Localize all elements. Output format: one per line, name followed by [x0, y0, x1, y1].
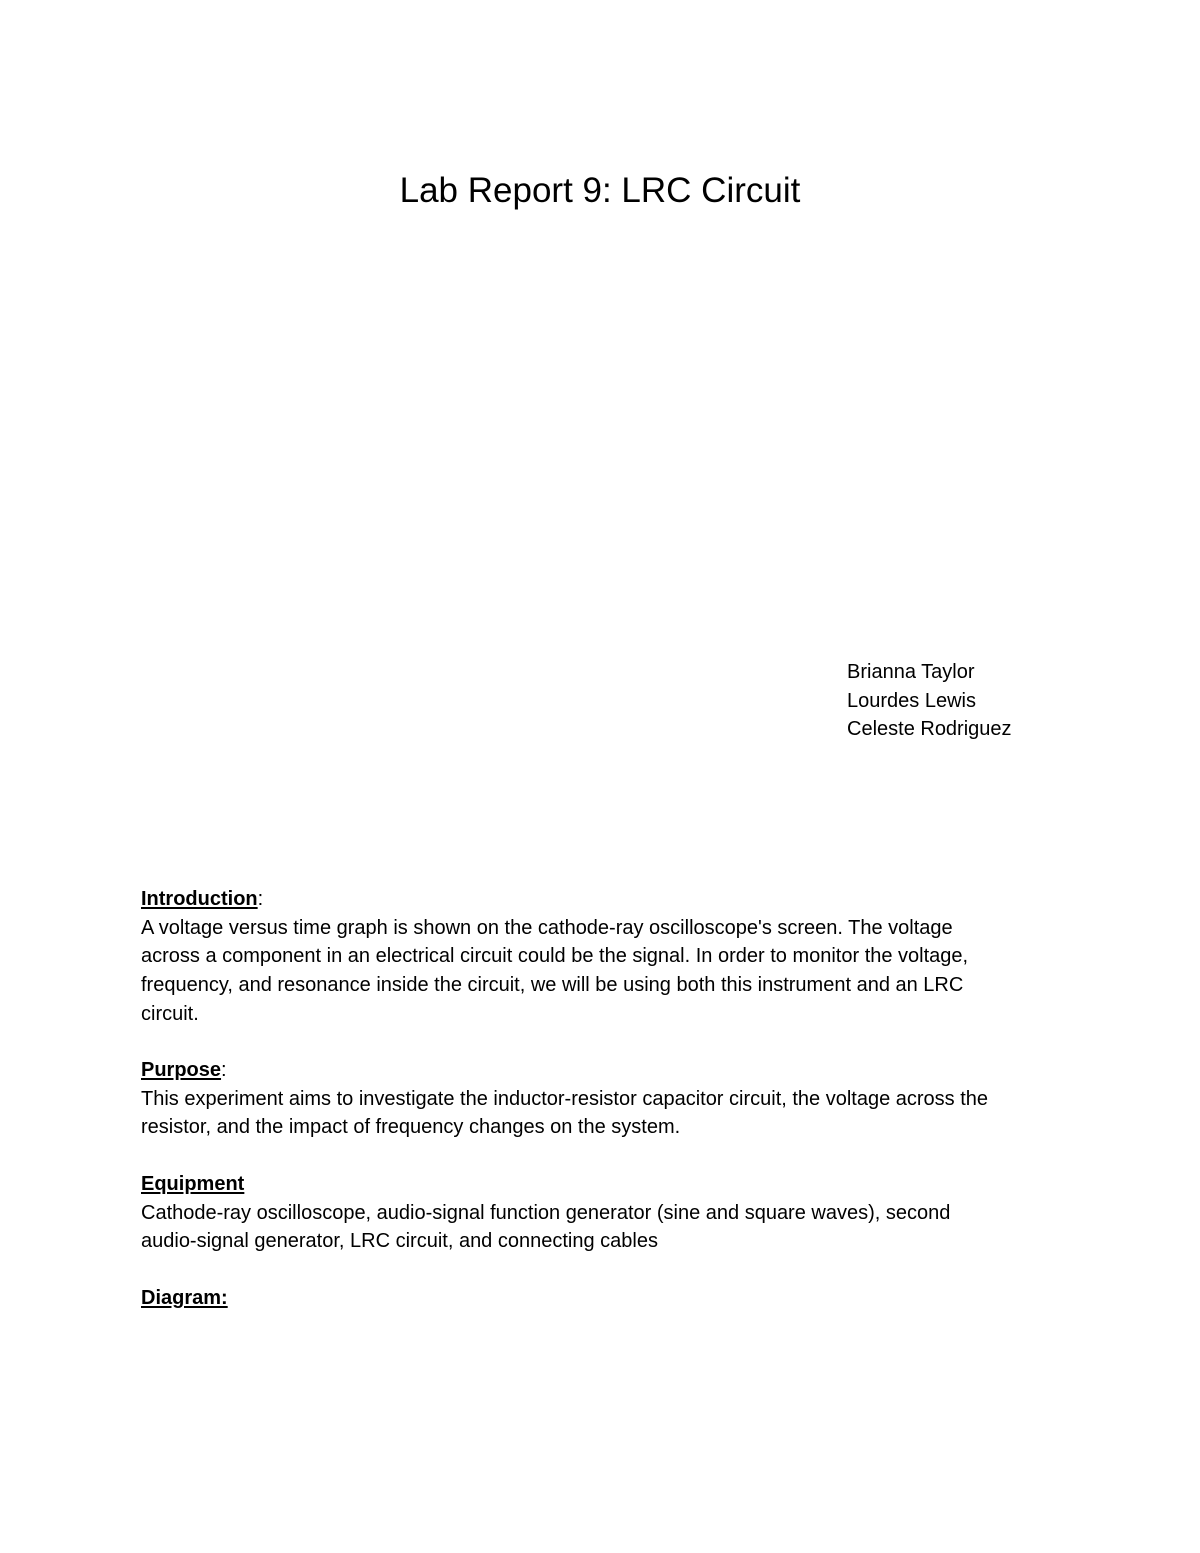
purpose-line: This experiment aims to investigate the inductor-resistor capacitor circuit, the voltage across the: [141, 1087, 989, 1110]
equipment-section: [141, 1170, 1071, 1256]
introduction-line: frequency, and resonance inside the circuit, we will be using both this instrument and an LRC: [141, 974, 964, 997]
author-name: Brianna Taylor: [847, 661, 975, 683]
author-list: [847, 658, 1012, 744]
purpose-section: [141, 1056, 1071, 1142]
purpose-heading: [141, 1056, 1071, 1085]
introduction-section: [141, 885, 1071, 1029]
introduction-line: across a component in an electrical circuit could be the signal. In order to monitor the voltage,: [141, 945, 969, 968]
purpose-heading-suffix: :: [221, 1059, 227, 1081]
author-name: Celeste Rodriguez: [847, 718, 1012, 740]
equipment-line: audio-signal generator, LRC circuit, and connecting cables: [141, 1230, 658, 1253]
document-title: Lab Report 9: LRC Circuit: [399, 171, 801, 210]
purpose-line: resistor, and the impact of frequency changes on the system.: [141, 1116, 681, 1139]
introduction-heading-suffix: :: [257, 888, 264, 910]
equipment-heading-text: Equipment: [141, 1173, 245, 1195]
purpose-heading-text: Purpose: [141, 1059, 222, 1081]
equipment-heading: [141, 1170, 1071, 1199]
diagram-heading-text: Diagram:: [141, 1287, 228, 1309]
introduction-heading-text: Introduction: [141, 888, 258, 910]
author-name: Lourdes Lewis: [847, 689, 976, 712]
diagram-section: [141, 1284, 1071, 1313]
introduction-line: A voltage versus time graph is shown on the cathode-ray oscilloscope's screen. The voltage: [141, 916, 953, 939]
introduction-line: circuit.: [141, 1002, 199, 1025]
equipment-line: Cathode-ray oscilloscope, audio-signal function generator (sine and square waves), second: [141, 1201, 951, 1224]
introduction-heading: [141, 885, 1071, 914]
diagram-heading: [141, 1284, 1071, 1313]
